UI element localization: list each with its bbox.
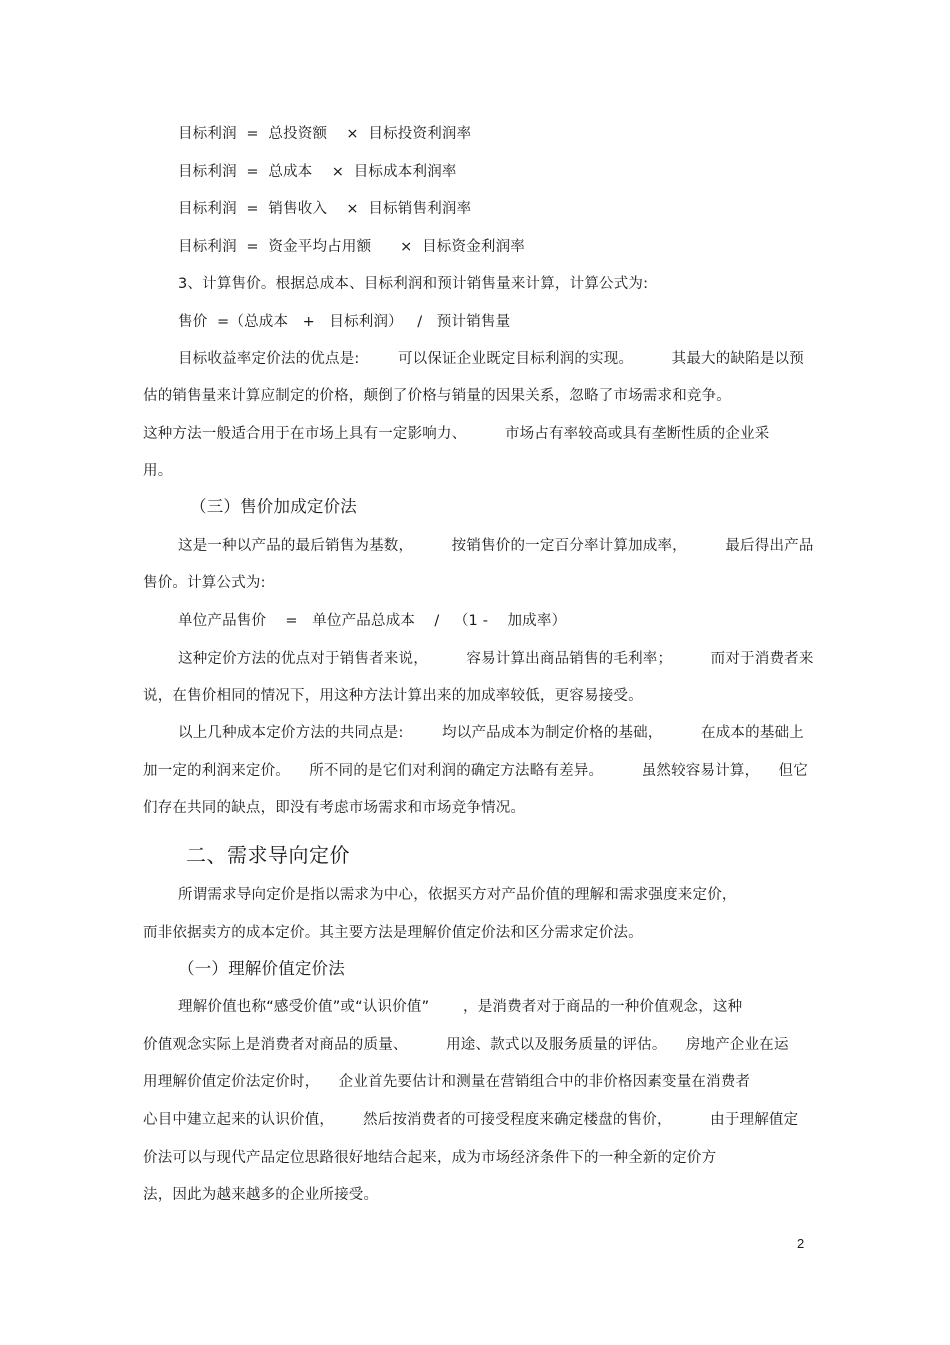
paragraph-line: 3、计算售价。根据总成本、目标利润和预计销售量来计算，计算公式为:: [178, 276, 649, 292]
paragraph-line: 以上几种成本定价方法的共同点是: 均以产品成本为制定价格的基础， 在成本的基础上: [178, 725, 804, 741]
paragraph-line: 价值观念实际上是消费者对商品的质量、 用途、款式以及服务质量的评估。 房地产企业在运: [143, 1037, 789, 1053]
paragraph-line: 心目中建立起来的认识价值， 然后按消费者的可接受程度来确定楼盘的售价， 由于理解值定: [143, 1112, 799, 1128]
paragraph-line: 价法可以与现代产品定位思路很好地结合起来，成为市场经济条件下的一种全新的定价方: [143, 1150, 717, 1166]
section-heading: （三）售价加成定价法: [190, 497, 357, 516]
paragraph-line: 估的销售量来计算应制定的价格，颠倒了价格与销量的因果关系，忽略了市场需求和竞争。: [143, 388, 731, 404]
paragraph-line: 目标收益率定价法的优点是: 可以保证企业既定目标利润的实现。 其最大的缺陷是以预: [178, 351, 804, 367]
paragraph-line: 这是一种以产品的最后销售为基数， 按销售价的一定百分率计算加成率， 最后得出产品: [178, 538, 814, 554]
paragraph-line: 法，因此为越来越多的企业所接受。: [143, 1187, 379, 1203]
paragraph-line: 这种定价方法的优点对于销售者来说， 容易计算出商品销售的毛利率； 而对于消费者来: [178, 651, 814, 667]
formula-line: 目标利润 = 销售收入 × 目标销售利润率: [178, 201, 472, 217]
paragraph-line: 用理解价值定价法定价时， 企业首先要估计和测量在营销组合中的非价格因素变量在消费者: [143, 1074, 751, 1090]
paragraph-line: 说，在售价相同的情况下，用这种方法计算出来的加成率较低，更容易接受。: [143, 688, 643, 704]
paragraph-line: 理解价值也称“感受价值”或“认识价值” ，是消费者对于商品的一种价值观念，这种: [178, 999, 743, 1015]
formula-line: 目标利润 = 总成本 × 目标成本利润率: [178, 164, 457, 180]
paragraph-line: 用。: [143, 463, 173, 479]
paragraph-line: 这种方法一般适合用于在市场上具有一定影响力、 市场占有率较高或具有垄断性质的企业采: [143, 426, 770, 442]
paragraph-line: 加一定的利润来定价。 所不同的是它们对利润的确定方法略有差异。 虽然较容易计算， 但它: [143, 763, 808, 779]
page-number: 2: [797, 1236, 805, 1251]
paragraph-line: 而非依据卖方的成本定价。其主要方法是理解价值定价法和区分需求定价法。: [143, 925, 643, 941]
formula-line: 目标利润 = 总投资额 × 目标投资利润率: [178, 126, 472, 142]
formula-line: 目标利润 = 资金平均占用额 × 目标资金利润率: [178, 239, 526, 255]
paragraph-line: 们存在共同的缺点，即没有考虑市场需求和市场竞争情况。: [143, 800, 526, 816]
formula-line: 单位产品售价 = 单位产品总成本 / （1 - 加成率）: [178, 613, 567, 629]
paragraph-line: 所谓需求导向定价是指以需求为中心，依据买方对产品价值的理解和需求强度来定价，: [178, 887, 737, 903]
section-heading: （一）理解价值定价法: [178, 959, 345, 978]
chapter-heading: 二、需求导向定价: [186, 843, 350, 867]
formula-line: 售价 =（总成本 + 目标利润） / 预计销售量: [178, 314, 511, 330]
paragraph-line: 售价。计算公式为:: [143, 575, 266, 591]
